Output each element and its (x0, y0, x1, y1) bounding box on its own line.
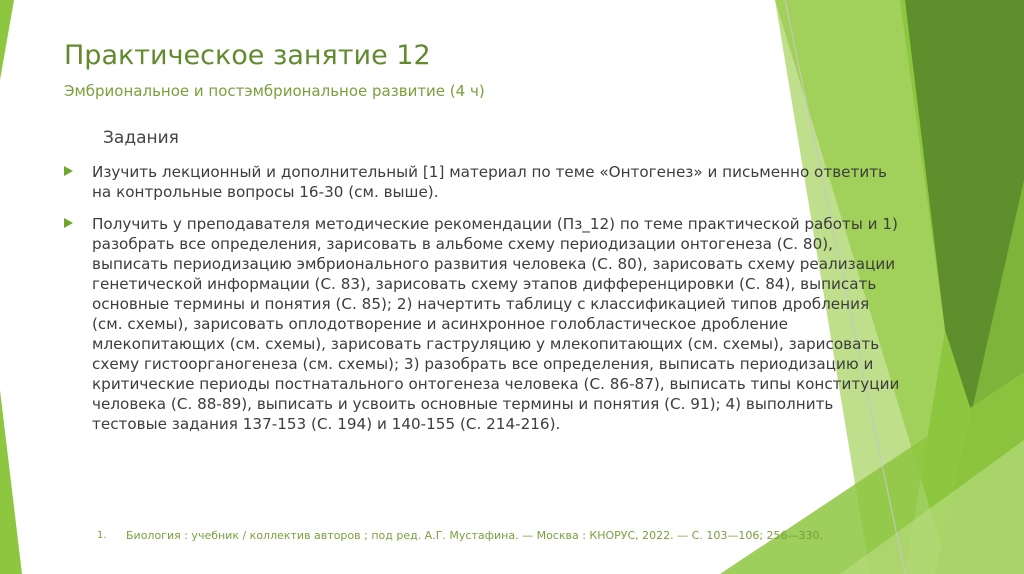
tasks-heading: Задания (103, 128, 179, 148)
left-green-bottom (0, 390, 22, 574)
task-text: Получить у преподавателя методические рекомендации (Пз_12) по теме практической работы и 1) разобрать все определения, зарисовать в альбоме схему периодизации онтогенеза (С. 80), выписать периодизацию эмбрионального развития человека (С. 80), зарисовать схему реализации генетической информации (С. 83), зарисовать схему этапов дифференцировки (С. 84), выписать основные термины и понятия (С. 85); 2) начертить таблицу с классификацией типов дробления (см. схемы), зарисовать оплодотворение и асинхронное голобластическое дробление млекопитающих (см. схемы), зарисовать гаструляцию у млекопитающих (см. схемы), зарисовать схему гистоорганогенеза (см. схемы); 3) разобрать все определения, выписать периодизацию и критические периоды постнатального онтогенеза человека (С. 86-87), выписать типы конституции человека (С. 88-89), выписать и усвоить основные термины и понятия (С. 91); 4) выполнить тестовые задания 137-153 (С. 194) и 140-155 (С. 214-216). (92, 215, 900, 433)
footnote (97, 528, 907, 544)
bullet-arrow-icon (64, 218, 73, 228)
footnote-text: Биология : учебник / коллектив авторов ; под ред. А.Г. Мустафина. — Москва : КНОРУС, 2022. — С. 103—106; 256—330. (126, 529, 824, 542)
slide-subtitle: Эмбриональное и постэмбриональное развитие (4 ч) (64, 82, 485, 100)
task-list (62, 162, 902, 446)
task-item (62, 162, 902, 202)
left-green-sliver (0, 0, 14, 80)
slide-title: Практическое занятие 12 (64, 40, 431, 71)
bullet-arrow-icon (64, 166, 73, 176)
footnote-number: 1. (97, 530, 107, 541)
task-text: Изучить лекционный и дополнительный [1] материал по теме «Онтогенез» и письменно ответить на контрольные вопросы 16-30 (см. выше). (92, 163, 888, 201)
task-item (62, 214, 902, 434)
